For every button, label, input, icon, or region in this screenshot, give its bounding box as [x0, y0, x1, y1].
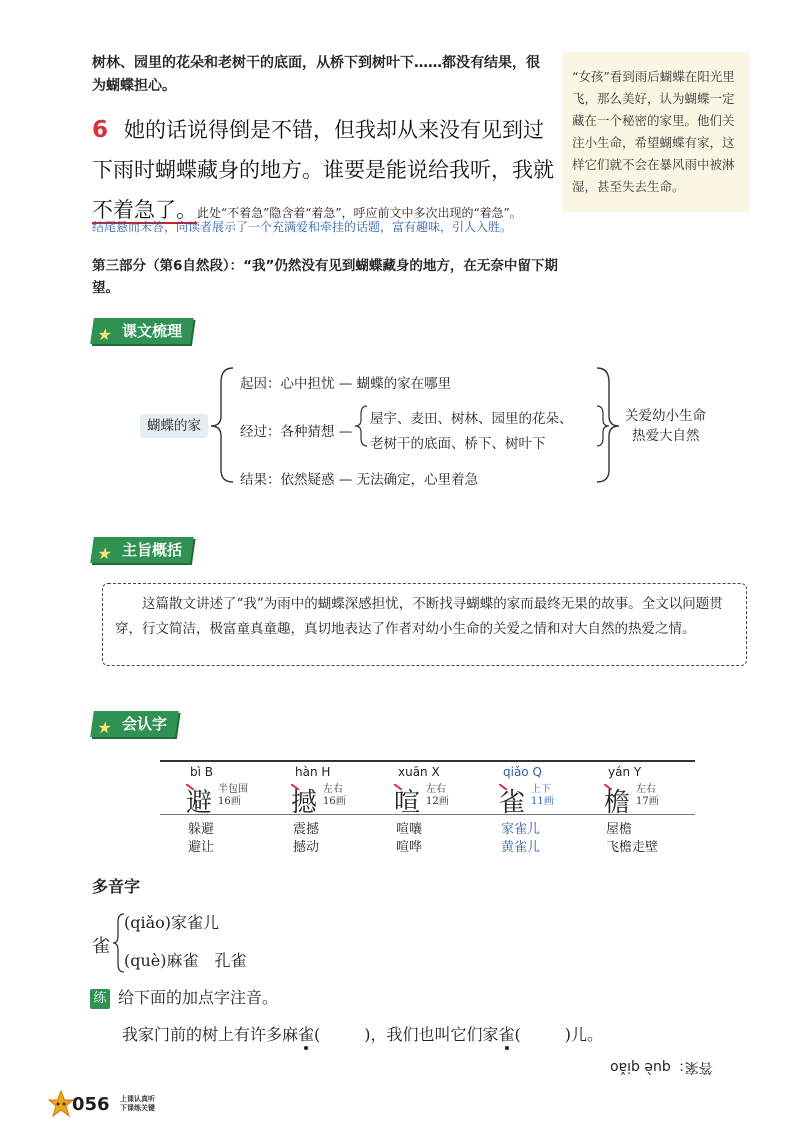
char-glyph: 喧	[394, 788, 421, 818]
char-glyph: 撼	[291, 788, 318, 818]
side-note: “女孩”看到雨后蝴蝶在阳光里飞，那么美好，认为蝴蝶一定藏在一个秘密的家里。他们关注小生命，希望蝴蝶有家，这样它们就不会在暴风雨中被淋湿，甚至失去生命。	[562, 52, 750, 212]
char-glyph: 避	[186, 788, 213, 818]
stroke-mark-icon	[499, 784, 507, 790]
section-tag-characters: ★ 会认字	[90, 711, 179, 737]
char-info: 上下 11画	[531, 784, 554, 807]
polyphone-reading-2: (què)麻雀 孔雀	[124, 951, 247, 970]
paragraph-6	[92, 110, 562, 233]
paragraph-6-text: 她的话说得倒是不错，但我却从来没有见到过下雨时蝴蝶藏身的地方。谁要是能说给我听，我就	[92, 118, 554, 182]
stroke-mark-icon	[291, 784, 299, 790]
char-glyph: 雀	[499, 788, 526, 818]
star-mascot-icon	[48, 1090, 74, 1118]
mind-map-process-line1: 屋宇、麦田、树林、园里的花朵、	[370, 411, 573, 427]
char-entry-yan	[578, 760, 678, 860]
char-info: 左右 17画	[636, 784, 659, 807]
star-icon: ★	[96, 544, 114, 563]
char-info: 半包围 16画	[218, 784, 248, 807]
polyphone-title: 多音字	[92, 877, 141, 896]
page-number: 056	[72, 1094, 110, 1115]
char-pinyin: xuān X	[398, 765, 440, 779]
char-entry-bi	[160, 760, 260, 860]
exercise-prompt: 练 给下面的加点字注音。	[90, 985, 278, 1009]
section-tag-outline: ★ 课文梳理	[90, 318, 194, 344]
intro-paragraph: 树林、园里的花朵和老树干的底面，从桥下到树叶下……都没有结果，很为蝴蝶担心。	[92, 55, 540, 94]
part3-summary: 第三部分（第6自然段）：“我”仍然没有见到蝴蝶藏身的地方，在无奈中留下期望。	[92, 258, 558, 296]
blue-annotation: 结尾悬而未答，向读者展示了一个充满爱和牵挂的话题，富有趣味，引人入胜。	[92, 220, 513, 234]
stroke-mark-icon	[604, 784, 612, 790]
char-words: 喧嚷 喧哗	[396, 822, 423, 855]
stroke-mark-icon	[186, 784, 194, 790]
paragraph-number: 6	[92, 117, 109, 143]
char-entry-xuan	[368, 760, 468, 860]
char-pinyin: bì B	[190, 765, 213, 779]
mind-map-result: 结果：依然疑惑 — 无法确定，心里着急	[240, 472, 479, 488]
exercise-badge: 练	[90, 989, 110, 1009]
dotted-char-2: 雀	[498, 1025, 515, 1044]
char-pinyin: yán Y	[608, 765, 642, 779]
dotted-char-1: 雀	[298, 1025, 315, 1044]
polyphone-char: 雀	[92, 936, 110, 957]
exercise-sentence: 我家门前的树上有许多麻雀( )，我们也叫它们家雀( )儿。	[122, 1025, 604, 1044]
char-words: 震撼 撼动	[293, 822, 320, 855]
stroke-mark-icon	[394, 784, 402, 790]
polyphone-reading-1: (qiǎo)家雀儿	[124, 913, 220, 932]
star-icon: ★	[96, 718, 114, 737]
footer-slogan: 上课认真听 下课练关键	[120, 1095, 155, 1112]
char-glyph: 檐	[604, 788, 631, 818]
inline-annotation: 此处“不着急”隐含着“着急”，呼应前文中多次出现的“着急”。	[197, 206, 522, 220]
mind-map-process-line2: 老树干的底面、桥下、树叶下	[370, 436, 546, 452]
char-words: 家雀儿 黄雀儿	[501, 822, 541, 855]
char-pinyin: qiǎo Q	[503, 765, 542, 779]
mind-map-root: 蝴蝶的家	[140, 414, 208, 438]
char-pinyin: hàn H	[295, 765, 331, 779]
char-entry-qiao	[473, 760, 573, 860]
mind-map-conclusion-2: 热爱大自然	[632, 428, 700, 444]
answer-key: 答案：què qiǎo	[610, 1059, 713, 1075]
paragraph-6-highlight: 不着急了。	[92, 198, 197, 222]
character-table	[160, 760, 695, 860]
char-words: 躲避 避让	[188, 822, 215, 855]
mind-map-cause: 起因：心中担忧 — 蝴蝶的家在哪里	[240, 376, 452, 392]
mind-map-process-label: 经过：各种猜想 —	[240, 424, 353, 440]
theme-summary-box: 这篇散文讲述了“我”为雨中的蝴蝶深感担忧，不断找寻蝴蝶的家而最终无果的故事。全文以问题贯穿，行文简洁，极富童真童趣，真切地表达了作者对幼小生命的关爱之情和对大自然的热爱之情。	[102, 583, 747, 666]
page-footer	[48, 1090, 168, 1120]
char-words: 屋檐 飞檐走壁	[606, 822, 659, 855]
char-entry-han	[265, 760, 365, 860]
char-info: 左右 16画	[323, 784, 346, 807]
char-info: 左右 12画	[426, 784, 449, 807]
section-tag-theme: ★ 主旨概括	[90, 537, 194, 563]
mind-map-conclusion-1: 关爱幼小生命	[625, 408, 706, 424]
star-icon: ★	[96, 325, 114, 344]
